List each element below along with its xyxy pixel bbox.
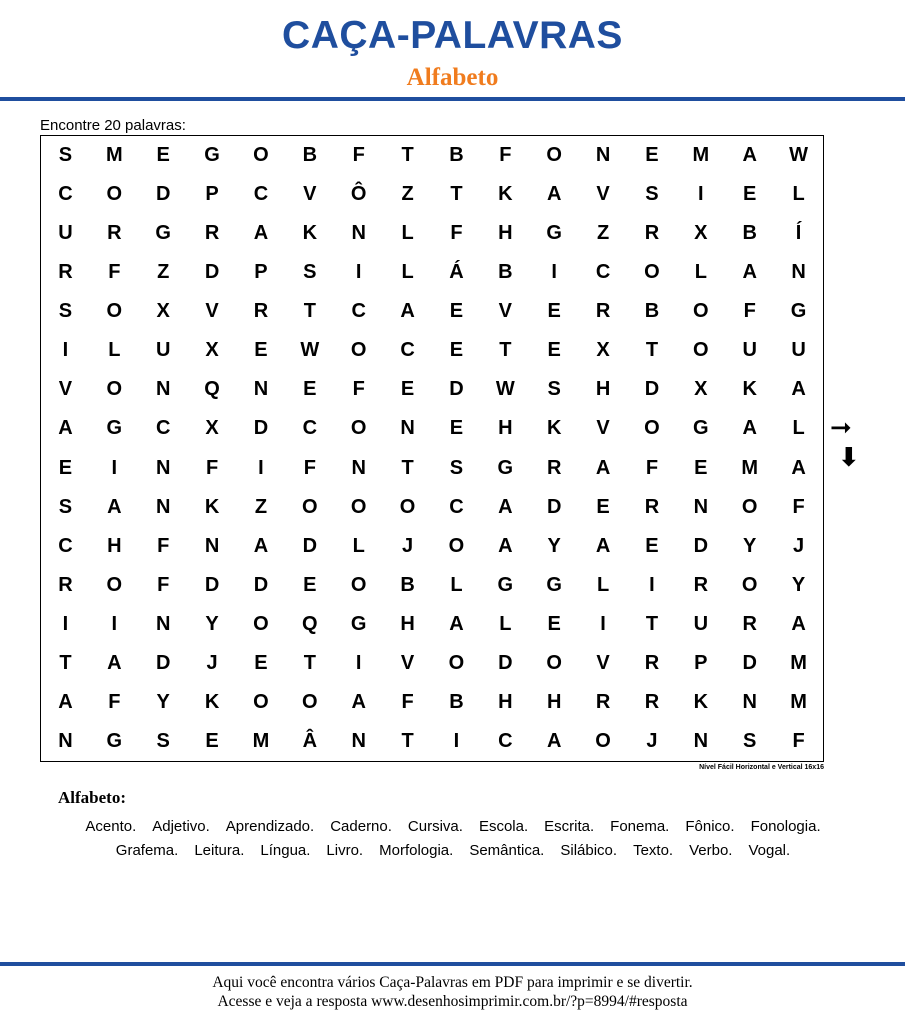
- grid-cell: A: [742, 261, 757, 284]
- grid-cell: E: [449, 417, 464, 440]
- grid-cell: T: [303, 300, 316, 323]
- grid-cell: O: [448, 651, 465, 674]
- grid-cell: I: [355, 651, 362, 674]
- grid-cell: W: [789, 144, 808, 167]
- grid-cell: N: [58, 729, 73, 752]
- grid-cell: O: [253, 612, 269, 635]
- level-note: Nível Fácil Horizontal e Vertical 16x16: [699, 764, 824, 771]
- grid-cell: Y: [791, 573, 806, 596]
- grid-cell: L: [352, 534, 365, 557]
- grid-cell: A: [107, 495, 122, 518]
- grid-cell: N: [204, 534, 220, 557]
- grid-cell: L: [499, 612, 512, 635]
- grid-cell: F: [401, 690, 414, 713]
- grid-cell: E: [449, 339, 464, 362]
- grid-cell: L: [401, 261, 414, 284]
- grid-cell: B: [742, 222, 757, 245]
- grid-cell: R: [644, 222, 660, 245]
- grid-cell: Q: [302, 612, 318, 635]
- word-list-item: Silábico.: [560, 841, 618, 859]
- footer-line-2: Acesse e veja a resposta www.desenhosimprimir.com.br/?p=8994/#resposta: [217, 993, 688, 1010]
- grid-cell: Y: [156, 690, 170, 713]
- grid-cell: E: [254, 651, 268, 674]
- grid-cell: T: [645, 339, 659, 362]
- grid-cell: E: [205, 729, 219, 752]
- grid-cell: O: [546, 144, 562, 167]
- word-list-item: Livro.: [326, 841, 364, 859]
- word-list-item: Aprendizado.: [225, 818, 315, 835]
- word-list-item: Morfologia.: [379, 841, 454, 859]
- grid-cell: T: [59, 651, 72, 674]
- grid-cell: O: [644, 417, 660, 440]
- grid-cell: F: [499, 144, 512, 167]
- grid-cell: O: [693, 339, 709, 362]
- word-list-item: Escrita.: [544, 818, 595, 835]
- grid-cell: G: [106, 729, 123, 752]
- grid-cell: Z: [596, 222, 610, 245]
- top-divider: [0, 97, 905, 101]
- grid-cell: N: [351, 729, 366, 752]
- grid-cell: I: [453, 729, 460, 752]
- grid-cell: D: [155, 651, 171, 674]
- grid-cell: I: [258, 456, 264, 479]
- grid-cell: A: [546, 183, 562, 206]
- grid-cell: S: [58, 300, 73, 323]
- grid-cell: O: [302, 495, 318, 518]
- grid-cell: A: [791, 612, 806, 635]
- grid-cell: T: [303, 651, 316, 674]
- grid-cell: N: [253, 378, 269, 401]
- grid-cell: N: [400, 417, 415, 440]
- grid-cell: D: [253, 573, 269, 596]
- grid-cell: J: [206, 651, 218, 674]
- grid-cell: T: [401, 456, 414, 479]
- grid-cell: T: [645, 612, 659, 635]
- grid-cell: O: [741, 573, 758, 596]
- grid-cell: U: [58, 222, 73, 245]
- grid-cell: M: [105, 144, 123, 167]
- grid-cell: O: [741, 495, 758, 518]
- grid-cell: X: [694, 378, 708, 401]
- grid-cell: O: [253, 690, 269, 713]
- grid-cell: I: [355, 261, 362, 284]
- word-list-item: Acento.: [85, 818, 137, 835]
- grid-cell: V: [205, 300, 219, 323]
- grid-cell: E: [645, 534, 659, 557]
- grid-cell: I: [600, 612, 606, 635]
- grid-cell: E: [547, 612, 561, 635]
- grid-cell: E: [58, 456, 73, 479]
- grid-cell: A: [595, 534, 611, 557]
- grid-cell: A: [595, 456, 611, 479]
- grid-cell: R: [58, 261, 73, 284]
- grid-cell: S: [547, 378, 561, 401]
- grid-cell: F: [157, 534, 170, 557]
- grid-cell: F: [792, 729, 805, 752]
- grid-cell: G: [350, 612, 367, 635]
- grid-cell: G: [497, 456, 514, 479]
- grid-cell: C: [595, 261, 611, 284]
- grid-cell: W: [495, 378, 515, 401]
- grid-cell: O: [644, 261, 660, 284]
- grid-cell: O: [106, 573, 123, 596]
- grid-cell: L: [401, 222, 414, 245]
- grid-cell: S: [743, 729, 757, 752]
- grid-cell: O: [693, 300, 709, 323]
- grid-cell: E: [400, 378, 415, 401]
- grid-cell: A: [791, 378, 806, 401]
- grid-cell: X: [205, 417, 219, 440]
- word-list-item: Vogal.: [748, 841, 791, 859]
- grid-cell: O: [546, 651, 562, 674]
- grid-cell: R: [693, 573, 709, 596]
- grid-cell: C: [253, 183, 269, 206]
- grid-cell: J: [646, 729, 658, 752]
- grid-cell: A: [449, 612, 464, 635]
- grid-cell: L: [792, 183, 805, 206]
- grid-cell: Z: [254, 495, 268, 518]
- grid-cell: N: [742, 690, 757, 713]
- grid-cell: P: [694, 651, 708, 674]
- grid-cell: O: [350, 339, 367, 362]
- grid-cell: K: [204, 495, 220, 518]
- grid-cell: Y: [205, 612, 219, 635]
- word-list-item: Escola.: [478, 818, 529, 835]
- grid-cell: T: [499, 339, 512, 362]
- grid-cell: R: [595, 690, 611, 713]
- grid-cell: N: [791, 261, 806, 284]
- grid-cell: Y: [743, 534, 757, 557]
- grid-cell: S: [449, 456, 464, 479]
- grid-cell: D: [498, 651, 513, 674]
- grid-cell: I: [111, 456, 118, 479]
- grid-cell: V: [400, 651, 415, 674]
- grid-cell: O: [595, 729, 611, 752]
- grid-cell: A: [58, 417, 73, 440]
- grid-cell: T: [450, 183, 463, 206]
- grid-cell: O: [350, 495, 367, 518]
- grid-cell: W: [300, 339, 320, 362]
- grid-cell: K: [693, 690, 709, 713]
- grid-cell: A: [546, 729, 562, 752]
- grid-cell: C: [400, 339, 415, 362]
- grid-cell: O: [302, 690, 318, 713]
- grid-cell: U: [791, 339, 806, 362]
- grid-cell: I: [698, 183, 704, 206]
- grid-cell: F: [352, 378, 365, 401]
- grid-cell: D: [253, 417, 269, 440]
- word-list-item: Semântica.: [469, 841, 545, 859]
- grid-cell: J: [402, 534, 414, 557]
- grid-cell: I: [649, 573, 655, 596]
- word-list-item: Língua.: [260, 841, 311, 859]
- grid-cell: A: [742, 417, 757, 440]
- grid-cell: H: [498, 222, 513, 245]
- grid-cell: Z: [401, 183, 414, 206]
- grid-cell: C: [498, 729, 513, 752]
- grid-cell: O: [350, 417, 367, 440]
- grid-cell: I: [551, 261, 557, 284]
- grid-cell: C: [449, 495, 464, 518]
- grid-cell: B: [449, 690, 464, 713]
- grid-cell: D: [742, 651, 757, 674]
- grid-cell: O: [448, 534, 465, 557]
- grid-cell: S: [156, 729, 170, 752]
- grid-cell: D: [693, 534, 709, 557]
- grid-cell: H: [498, 417, 513, 440]
- grid-cell: D: [449, 378, 464, 401]
- grid-cell: D: [644, 378, 660, 401]
- grid-cell: S: [645, 183, 659, 206]
- grid-cell: K: [742, 378, 757, 401]
- grid-cell: E: [596, 495, 610, 518]
- grid-cell: E: [547, 300, 561, 323]
- grid-cell: I: [62, 612, 69, 635]
- grid-cell: L: [792, 417, 805, 440]
- grid-cell: E: [303, 573, 317, 596]
- grid-cell: H: [107, 534, 122, 557]
- word-list-title: Alfabeto:: [58, 788, 126, 807]
- grid-cell: T: [401, 729, 414, 752]
- grid-cell: M: [790, 651, 807, 674]
- grid-cell: C: [155, 417, 171, 440]
- grid-cell: O: [399, 495, 416, 518]
- grid-cell: A: [498, 495, 513, 518]
- grid-cell: Q: [204, 378, 220, 401]
- word-list: [40, 815, 866, 862]
- grid-cell: G: [106, 417, 123, 440]
- grid-cell: N: [351, 222, 366, 245]
- grid-cell: A: [351, 690, 366, 713]
- grid-cell: A: [107, 651, 122, 674]
- grid-cell: G: [693, 417, 709, 440]
- grid-cell: D: [204, 261, 220, 284]
- grid-cell: P: [254, 261, 268, 284]
- grid-cell: G: [546, 222, 562, 245]
- grid-cell: A: [791, 456, 806, 479]
- grid-cell: H: [400, 612, 415, 635]
- word-list-item: Cursiva.: [407, 818, 463, 835]
- word-list-item: Verbo.: [689, 841, 733, 859]
- grid-cell: S: [58, 495, 73, 518]
- grid-cell: V: [596, 417, 610, 440]
- grid-cell: V: [303, 183, 317, 206]
- grid-cell: O: [106, 183, 123, 206]
- grid-cell: U: [742, 339, 757, 362]
- grid-cell: D: [204, 573, 220, 596]
- page-subtitle: Alfabeto: [406, 64, 499, 91]
- grid-cell: R: [595, 300, 611, 323]
- grid-cell: F: [108, 690, 121, 713]
- grid-cell: S: [58, 144, 73, 167]
- grid-cell: Z: [157, 261, 170, 284]
- grid-cell: R: [546, 456, 562, 479]
- grid-cell: X: [205, 339, 219, 362]
- grid-cell: N: [693, 495, 709, 518]
- grid-cell: K: [302, 222, 318, 245]
- grid-cell: R: [204, 222, 220, 245]
- grid-cell: M: [741, 456, 759, 479]
- grid-cell: C: [302, 417, 318, 440]
- grid-cell: F: [743, 300, 756, 323]
- grid-cell: G: [790, 300, 807, 323]
- word-list-item: Adjetivo.: [152, 818, 210, 835]
- grid-cell: V: [498, 300, 512, 323]
- grid-cell: R: [644, 690, 660, 713]
- grid-cell: L: [108, 339, 121, 362]
- grid-cell: P: [205, 183, 219, 206]
- grid-cell: U: [155, 339, 171, 362]
- grid-cell: L: [694, 261, 707, 284]
- grid-cell: E: [449, 300, 464, 323]
- grid-cell: C: [351, 300, 366, 323]
- grid-cell: V: [596, 651, 610, 674]
- grid-cell: F: [303, 456, 316, 479]
- word-list-item: Leitura.: [194, 841, 245, 859]
- grid-cell: M: [790, 690, 807, 713]
- grid-cell: E: [743, 183, 757, 206]
- word-list-item: Fônico.: [685, 818, 735, 835]
- grid-cell: M: [252, 729, 270, 752]
- grid-cell: O: [253, 144, 269, 167]
- grid-cell: K: [546, 417, 562, 440]
- grid-cell: L: [596, 573, 610, 596]
- grid-cell: H: [595, 378, 611, 401]
- grid-cell: N: [595, 144, 611, 167]
- grid-cell: T: [401, 144, 414, 167]
- grid-cell: R: [644, 651, 660, 674]
- grid-cell: Í: [795, 222, 802, 245]
- grid-cell: A: [253, 222, 269, 245]
- grid-cell: E: [645, 144, 659, 167]
- word-list-item: Caderno.: [330, 818, 392, 835]
- grid-cell: H: [498, 690, 513, 713]
- bottom-divider: [0, 962, 905, 966]
- grid-cell: E: [303, 378, 317, 401]
- grid-cell: V: [58, 378, 73, 401]
- grid-cell: E: [694, 456, 708, 479]
- grid-cell: R: [644, 495, 660, 518]
- grid-cell: F: [645, 456, 659, 479]
- grid-cell: D: [155, 183, 171, 206]
- grid-cell: G: [155, 222, 171, 245]
- grid-cell: C: [58, 534, 73, 557]
- grid-cell: X: [156, 300, 170, 323]
- word-list-item: Grafema.: [115, 841, 179, 859]
- grid-cell: F: [450, 222, 463, 245]
- footer-line-1: Aqui você encontra vários Caça-Palavras em PDF para imprimir e se divertir.: [212, 974, 693, 991]
- grid-cell: N: [155, 612, 171, 635]
- grid-cell: G: [204, 144, 220, 167]
- grid-cell: B: [498, 261, 513, 284]
- page-title: CAÇA-PALAVRAS: [282, 14, 623, 57]
- word-list-item: Texto.: [633, 841, 674, 859]
- grid-cell: G: [546, 573, 562, 596]
- grid-cell: C: [58, 183, 73, 206]
- grid-cell: J: [793, 534, 805, 557]
- grid-cell: K: [204, 690, 220, 713]
- word-search-grid: [40, 135, 824, 762]
- grid-cell: H: [546, 690, 562, 713]
- grid-cell: B: [644, 300, 660, 323]
- grid-cell: R: [107, 222, 122, 245]
- grid-cell: N: [693, 729, 709, 752]
- grid-cell: O: [106, 378, 123, 401]
- grid-cell: F: [157, 573, 170, 596]
- grid-cell: A: [58, 690, 73, 713]
- grid-cell: D: [546, 495, 562, 518]
- grid-cell: D: [302, 534, 318, 557]
- grid-cell: R: [742, 612, 757, 635]
- grid-cell: U: [693, 612, 709, 635]
- grid-cell: Á: [449, 261, 464, 284]
- grid-cell: E: [254, 339, 268, 362]
- grid-cell: S: [303, 261, 317, 284]
- grid-cell: X: [694, 222, 708, 245]
- grid-cell: A: [498, 534, 513, 557]
- grid-cell: A: [742, 144, 757, 167]
- grid-cell: O: [350, 573, 367, 596]
- word-list-item: Fonologia.: [750, 818, 821, 835]
- arrow-down-icon: ⬇: [838, 443, 860, 473]
- grid-cell: G: [497, 573, 514, 596]
- grid-cell: A: [253, 534, 269, 557]
- grid-cell: E: [547, 339, 561, 362]
- grid-cell: N: [155, 456, 171, 479]
- word-list-item: Fonema.: [610, 818, 670, 835]
- grid-cell: E: [156, 144, 170, 167]
- grid-cell: A: [400, 300, 415, 323]
- grid-cell: X: [596, 339, 610, 362]
- grid-cell: N: [155, 378, 171, 401]
- grid-cell: F: [205, 456, 219, 479]
- grid-cell: R: [58, 573, 73, 596]
- arrow-right-icon: ➞: [830, 413, 852, 443]
- grid-cell: L: [450, 573, 463, 596]
- grid-cell: F: [792, 495, 805, 518]
- grid-cell: Â: [302, 729, 318, 752]
- grid-cell: N: [155, 495, 171, 518]
- grid-cell: I: [62, 339, 69, 362]
- grid-cell: M: [692, 144, 710, 167]
- grid-cell: N: [351, 456, 366, 479]
- grid-cell: O: [106, 300, 123, 323]
- grid-cell: F: [108, 261, 121, 284]
- instruction-text: Encontre 20 palavras:: [40, 117, 186, 134]
- grid-cell: I: [111, 612, 118, 635]
- grid-cell: B: [302, 144, 318, 167]
- grid-cell: B: [400, 573, 415, 596]
- grid-cell: B: [449, 144, 464, 167]
- grid-cell: V: [596, 183, 610, 206]
- grid-cell: Ô: [350, 183, 367, 206]
- grid-cell: K: [498, 183, 513, 206]
- grid-cell: Y: [547, 534, 561, 557]
- grid-cell: F: [352, 144, 365, 167]
- grid-cell: R: [253, 300, 269, 323]
